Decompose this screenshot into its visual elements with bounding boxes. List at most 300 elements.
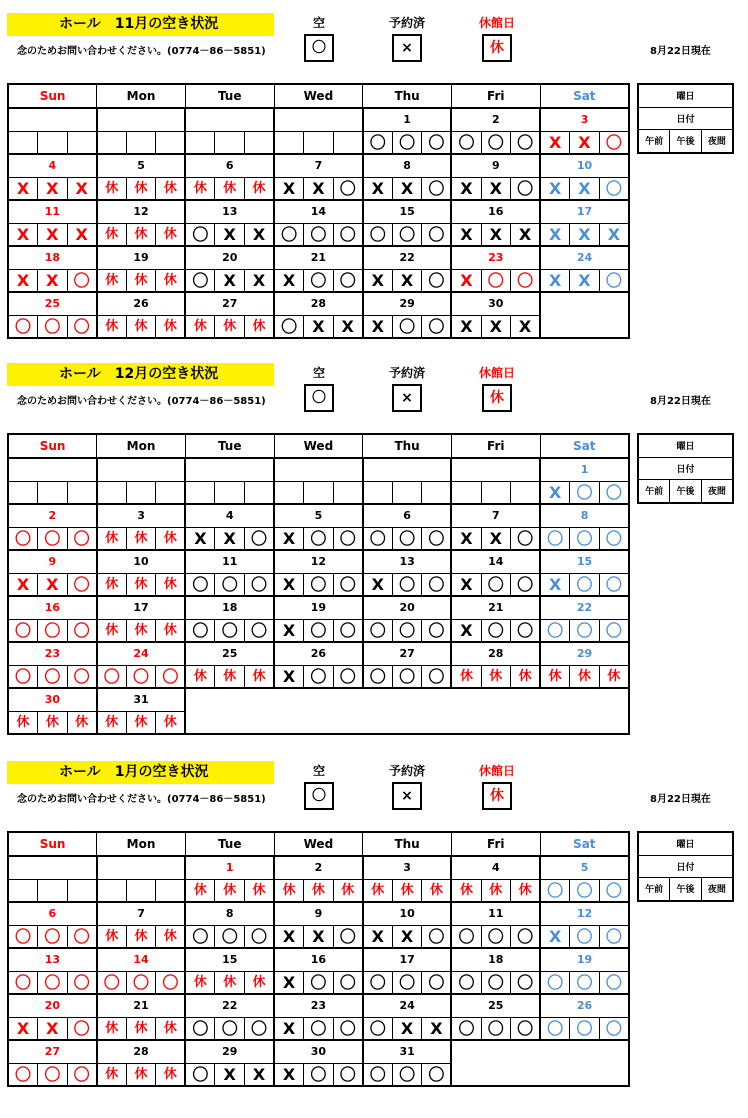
closed-mark: 休: [215, 315, 245, 338]
closed-mark: 休: [156, 573, 186, 596]
date-row: [8, 550, 629, 573]
reserved-mark: X: [392, 269, 422, 292]
closed-mark: 休: [156, 925, 186, 948]
available-mark: 〇: [570, 573, 600, 596]
available-mark: 〇: [570, 879, 600, 902]
key-date: 日付: [638, 855, 733, 878]
available-mark: 〇: [481, 269, 511, 292]
day-number: 27: [363, 642, 452, 665]
closed-mark: 休: [126, 1017, 156, 1040]
available-mark: 〇: [392, 223, 422, 246]
day-number: 7: [274, 154, 363, 177]
closed-mark: 休: [215, 971, 245, 994]
day-number: 12: [540, 902, 629, 925]
available-mark: 〇: [215, 619, 245, 642]
date-row: [8, 642, 629, 665]
reserved-mark: X: [274, 665, 304, 688]
day-number: 15: [185, 948, 274, 971]
available-mark: 〇: [333, 665, 363, 688]
reserved-mark: X: [304, 925, 334, 948]
outside-cell: [540, 688, 629, 711]
legend-closed-label: 休館日: [478, 16, 515, 30]
closed-mark: 休: [156, 177, 186, 200]
date-row: [8, 108, 629, 131]
closed-mark: 休: [97, 1063, 127, 1086]
available-mark: 〇: [38, 619, 68, 642]
day-number: 7: [451, 504, 540, 527]
day-number: 19: [540, 948, 629, 971]
closed-mark: 休: [97, 573, 127, 596]
key-night: 夜間: [701, 878, 733, 901]
outside-cell: [363, 711, 452, 734]
weekday-header: Fri: [451, 832, 540, 856]
available-mark: 〇: [599, 269, 629, 292]
reserved-mark: X: [451, 315, 481, 338]
contact-note: 念のためお問い合わせください。(0774－86－5851): [17, 396, 266, 407]
available-mark: 〇: [38, 527, 68, 550]
empty-slot: [274, 481, 304, 504]
day-number: 13: [185, 200, 274, 223]
day-number: 4: [8, 154, 97, 177]
available-mark: 〇: [511, 269, 541, 292]
day-number: 6: [8, 902, 97, 925]
available-mark: 〇: [599, 481, 629, 504]
closed-mark: 休: [215, 177, 245, 200]
weekday-header: Fri: [451, 434, 540, 458]
empty-slot: [156, 879, 186, 902]
month-title: ホール 12月の空き状況: [7, 363, 274, 386]
empty-slot: [215, 131, 245, 154]
available-mark: 〇: [481, 1017, 511, 1040]
status-row: [8, 573, 629, 596]
date-row: [8, 596, 629, 619]
day-number: 25: [185, 642, 274, 665]
status-row: [8, 315, 629, 338]
day-number: 9: [8, 550, 97, 573]
weekday-header: Tue: [185, 84, 274, 108]
key-pm: 午後: [670, 130, 702, 153]
empty-slot: [126, 131, 156, 154]
available-mark: 〇: [511, 619, 541, 642]
contact-note: 念のためお問い合わせください。(0774－86－5851): [17, 46, 266, 57]
empty-slot: [274, 131, 304, 154]
closed-mark: 休: [156, 223, 186, 246]
reserved-mark: X: [274, 619, 304, 642]
calendar-table: [7, 433, 630, 735]
date-row: [8, 856, 629, 879]
legend-closed-label: 休館日: [478, 366, 515, 380]
available-mark: 〇: [126, 665, 156, 688]
status-row: [8, 527, 629, 550]
reserved-mark: X: [540, 925, 570, 948]
available-mark: 〇: [245, 925, 275, 948]
available-mark: 〇: [67, 573, 97, 596]
available-mark: 〇: [363, 619, 393, 642]
day-number: 2: [451, 108, 540, 131]
day-number: 5: [540, 856, 629, 879]
closed-mark: 休: [156, 1017, 186, 1040]
available-mark: 〇: [333, 1017, 363, 1040]
legend-closed-label: 休館日: [478, 764, 515, 778]
reserved-mark: X: [274, 269, 304, 292]
weekday-header: Mon: [97, 832, 186, 856]
day-number: 29: [185, 1040, 274, 1063]
available-mark: 〇: [304, 665, 334, 688]
date-row: [8, 200, 629, 223]
legend-reserved-symbol: ×: [392, 34, 422, 62]
key-weekday: 曜日: [638, 434, 733, 457]
closed-mark: 休: [570, 665, 600, 688]
day-number: 27: [185, 292, 274, 315]
outside-cell: [540, 711, 629, 734]
available-mark: 〇: [540, 1017, 570, 1040]
closed-mark: 休: [67, 711, 97, 734]
available-mark: 〇: [38, 925, 68, 948]
weekday-header: Thu: [363, 832, 452, 856]
date-row: [8, 458, 629, 481]
empty-slot: [67, 131, 97, 154]
available-mark: 〇: [38, 1063, 68, 1086]
closed-mark: 休: [511, 879, 541, 902]
day-number: 19: [274, 596, 363, 619]
closed-mark: 休: [451, 879, 481, 902]
legend-closed-symbol: 休: [482, 384, 512, 412]
available-mark: 〇: [599, 131, 629, 154]
empty-slot: [8, 131, 38, 154]
available-mark: 〇: [481, 971, 511, 994]
outside-cell: [451, 688, 540, 711]
available-mark: 〇: [392, 527, 422, 550]
empty-slot: [156, 131, 186, 154]
legend-key-table: [637, 831, 734, 902]
available-mark: 〇: [451, 131, 481, 154]
day-number: 9: [274, 902, 363, 925]
closed-mark: 休: [97, 711, 127, 734]
day-number: 26: [274, 642, 363, 665]
contact-note: 念のためお問い合わせください。(0774－86－5851): [17, 794, 266, 805]
date-row: [8, 292, 629, 315]
legend-closed: [478, 762, 515, 810]
available-mark: 〇: [540, 527, 570, 550]
reserved-mark: X: [8, 177, 38, 200]
reserved-mark: X: [8, 223, 38, 246]
empty-slot: [363, 481, 393, 504]
available-mark: 〇: [363, 527, 393, 550]
closed-mark: 休: [363, 879, 393, 902]
available-mark: 〇: [363, 223, 393, 246]
day-number: 3: [540, 108, 629, 131]
status-row: [8, 711, 629, 734]
reserved-mark: X: [38, 269, 68, 292]
weekday-header: Sat: [540, 434, 629, 458]
available-mark: 〇: [67, 971, 97, 994]
closed-mark: 休: [245, 971, 275, 994]
available-mark: 〇: [511, 925, 541, 948]
reserved-mark: X: [274, 573, 304, 596]
available-mark: 〇: [8, 971, 38, 994]
closed-mark: 休: [481, 665, 511, 688]
key-date: 日付: [638, 457, 733, 480]
closed-mark: 休: [126, 177, 156, 200]
weekday-header: Thu: [363, 84, 452, 108]
weekday-header: Sat: [540, 84, 629, 108]
day-number: 7: [97, 902, 186, 925]
available-mark: 〇: [599, 619, 629, 642]
reserved-mark: X: [363, 925, 393, 948]
key-weekday: 曜日: [638, 84, 733, 107]
reserved-mark: X: [511, 223, 541, 246]
weekday-header-row: [8, 84, 629, 108]
closed-mark: 休: [185, 315, 215, 338]
reserved-mark: X: [451, 269, 481, 292]
available-mark: 〇: [511, 131, 541, 154]
reserved-mark: X: [451, 619, 481, 642]
day-number: 29: [363, 292, 452, 315]
available-mark: 〇: [67, 619, 97, 642]
reserved-mark: X: [363, 315, 393, 338]
available-mark: 〇: [363, 131, 393, 154]
day-number: 20: [8, 994, 97, 1017]
outside-cell: [451, 1040, 540, 1063]
reserved-mark: X: [540, 481, 570, 504]
available-mark: 〇: [38, 315, 68, 338]
empty-slot: [304, 481, 334, 504]
empty-slot: [185, 481, 215, 504]
available-mark: 〇: [451, 971, 481, 994]
legend-empty-label: 空: [312, 366, 325, 380]
closed-mark: 休: [274, 879, 304, 902]
closed-mark: 休: [8, 711, 38, 734]
status-row: [8, 131, 629, 154]
day-number: 22: [540, 596, 629, 619]
empty-day: [8, 108, 97, 131]
available-mark: 〇: [422, 1063, 452, 1086]
reserved-mark: X: [274, 177, 304, 200]
weekday-header-row: [8, 832, 629, 856]
available-mark: 〇: [363, 971, 393, 994]
available-mark: 〇: [333, 619, 363, 642]
available-mark: 〇: [8, 315, 38, 338]
closed-mark: 休: [126, 925, 156, 948]
outside-cell: [274, 688, 363, 711]
available-mark: 〇: [67, 527, 97, 550]
day-number: 18: [451, 948, 540, 971]
closed-mark: 休: [304, 879, 334, 902]
reserved-mark: X: [67, 223, 97, 246]
available-mark: 〇: [392, 1063, 422, 1086]
available-mark: 〇: [481, 131, 511, 154]
closed-mark: 休: [38, 711, 68, 734]
empty-day: [363, 458, 452, 481]
closed-mark: 休: [245, 315, 275, 338]
outside-cell: [540, 315, 629, 338]
available-mark: 〇: [392, 131, 422, 154]
available-mark: 〇: [333, 573, 363, 596]
reserved-mark: X: [38, 177, 68, 200]
closed-mark: 休: [185, 971, 215, 994]
empty-day: [274, 108, 363, 131]
available-mark: 〇: [8, 1063, 38, 1086]
key-night: 夜間: [701, 480, 733, 503]
reserved-mark: X: [215, 269, 245, 292]
day-number: 23: [8, 642, 97, 665]
day-number: 2: [274, 856, 363, 879]
empty-day: [8, 458, 97, 481]
reserved-mark: X: [363, 269, 393, 292]
available-mark: 〇: [599, 177, 629, 200]
empty-slot: [97, 481, 127, 504]
closed-mark: 休: [156, 619, 186, 642]
closed-mark: 休: [540, 665, 570, 688]
outside-cell: [451, 1063, 540, 1086]
day-number: 24: [540, 246, 629, 269]
reserved-mark: X: [570, 131, 600, 154]
available-mark: 〇: [392, 619, 422, 642]
closed-mark: 休: [126, 711, 156, 734]
available-mark: 〇: [422, 925, 452, 948]
day-number: 11: [451, 902, 540, 925]
reserved-mark: X: [274, 527, 304, 550]
available-mark: 〇: [8, 925, 38, 948]
closed-mark: 休: [245, 665, 275, 688]
day-number: 31: [97, 688, 186, 711]
available-mark: 〇: [333, 925, 363, 948]
available-mark: 〇: [304, 269, 334, 292]
empty-slot: [97, 879, 127, 902]
legend-empty: [303, 14, 335, 62]
closed-mark: 休: [511, 665, 541, 688]
reserved-mark: X: [570, 177, 600, 200]
reserved-mark: X: [392, 177, 422, 200]
day-number: 23: [274, 994, 363, 1017]
closed-mark: 休: [156, 527, 186, 550]
key-pm: 午後: [670, 878, 702, 901]
day-number: 17: [97, 596, 186, 619]
reserved-mark: X: [8, 269, 38, 292]
available-mark: 〇: [304, 619, 334, 642]
closed-mark: 休: [599, 665, 629, 688]
day-number: 5: [97, 154, 186, 177]
day-number: 9: [451, 154, 540, 177]
reserved-mark: X: [392, 925, 422, 948]
closed-mark: 休: [126, 573, 156, 596]
closed-mark: 休: [97, 527, 127, 550]
available-mark: 〇: [422, 177, 452, 200]
empty-day: [8, 856, 97, 879]
status-row: [8, 481, 629, 504]
reserved-mark: X: [245, 269, 275, 292]
available-mark: 〇: [245, 1017, 275, 1040]
day-number: 8: [540, 504, 629, 527]
outside-cell: [451, 711, 540, 734]
available-mark: 〇: [511, 573, 541, 596]
day-number: 14: [274, 200, 363, 223]
available-mark: 〇: [67, 665, 97, 688]
available-mark: 〇: [540, 971, 570, 994]
available-mark: 〇: [599, 925, 629, 948]
day-number: 8: [185, 902, 274, 925]
empty-slot: [67, 481, 97, 504]
outside-cell: [274, 711, 363, 734]
closed-mark: 休: [156, 711, 186, 734]
empty-slot: [97, 131, 127, 154]
available-mark: 〇: [451, 1017, 481, 1040]
available-mark: 〇: [245, 573, 275, 596]
as-of-date: 8月22日現在: [650, 794, 711, 805]
available-mark: 〇: [185, 1017, 215, 1040]
available-mark: 〇: [97, 665, 127, 688]
available-mark: 〇: [185, 223, 215, 246]
closed-mark: 休: [126, 315, 156, 338]
available-mark: 〇: [333, 527, 363, 550]
available-mark: 〇: [599, 1017, 629, 1040]
day-number: 23: [451, 246, 540, 269]
available-mark: 〇: [304, 1063, 334, 1086]
day-number: 15: [540, 550, 629, 573]
available-mark: 〇: [156, 665, 186, 688]
date-row: [8, 1040, 629, 1063]
day-number: 20: [185, 246, 274, 269]
available-mark: 〇: [599, 879, 629, 902]
empty-day: [185, 108, 274, 131]
reserved-mark: X: [481, 223, 511, 246]
reserved-mark: X: [38, 1017, 68, 1040]
status-row: [8, 223, 629, 246]
closed-mark: 休: [156, 1063, 186, 1086]
empty-slot: [304, 131, 334, 154]
reserved-mark: X: [274, 925, 304, 948]
legend-closed-symbol: 休: [482, 34, 512, 62]
empty-slot: [215, 481, 245, 504]
reserved-mark: X: [570, 223, 600, 246]
empty-day: [451, 458, 540, 481]
available-mark: 〇: [422, 315, 452, 338]
closed-mark: 休: [451, 665, 481, 688]
reserved-mark: X: [363, 177, 393, 200]
empty-slot: [38, 481, 68, 504]
weekday-header: Wed: [274, 832, 363, 856]
status-row: [8, 1063, 629, 1086]
status-row: [8, 925, 629, 948]
legend-reserved-label: 予約済: [388, 366, 425, 380]
available-mark: 〇: [185, 269, 215, 292]
empty-slot: [38, 879, 68, 902]
closed-mark: 休: [185, 665, 215, 688]
status-row: [8, 665, 629, 688]
available-mark: 〇: [185, 573, 215, 596]
available-mark: 〇: [422, 971, 452, 994]
status-row: [8, 1017, 629, 1040]
available-mark: 〇: [67, 925, 97, 948]
available-mark: 〇: [570, 481, 600, 504]
legend-key-table: [637, 83, 734, 154]
day-number: 20: [363, 596, 452, 619]
reserved-mark: X: [333, 315, 363, 338]
day-number: 24: [97, 642, 186, 665]
empty-slot: [245, 131, 275, 154]
status-row: [8, 269, 629, 292]
day-number: 19: [97, 246, 186, 269]
empty-slot: [333, 481, 363, 504]
day-number: 11: [185, 550, 274, 573]
reserved-mark: X: [185, 527, 215, 550]
reserved-mark: X: [540, 177, 570, 200]
day-number: 13: [8, 948, 97, 971]
closed-mark: 休: [126, 223, 156, 246]
available-mark: 〇: [215, 573, 245, 596]
weekday-header: Sun: [8, 434, 97, 458]
legend-empty-symbol: 〇: [304, 782, 334, 810]
